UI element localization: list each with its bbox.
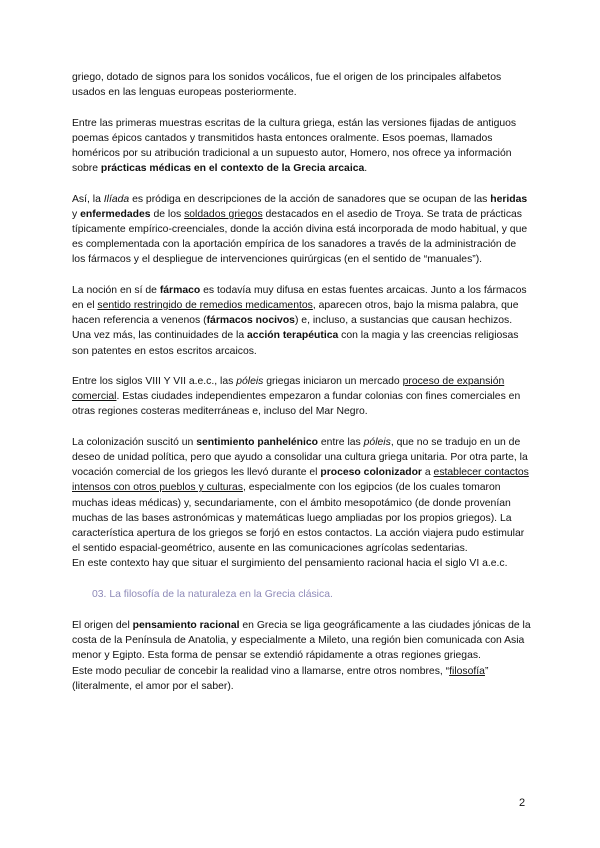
underlined-text: filosofía xyxy=(449,665,485,677)
bold-text: pensamiento racional xyxy=(132,620,240,632)
text: a xyxy=(421,467,434,479)
bold-text: fármaco xyxy=(159,284,201,296)
text: entre las xyxy=(318,436,364,448)
text: es todavía muy difusa en estas fuentes arcaicas. Junto a los fármacos en el xyxy=(72,284,527,311)
italic-text: Ilíada xyxy=(103,193,130,205)
text: Entre las primeras muestras escritas de la cultura griega, están las versiones fijadas de antiguos poemas épicos cantados y transmitidos hasta entonces oralmente. Esos poemas, llamados homéricos por su atribución tradicional a un supuesto autor, Homero, nos ofrece ya información sobre xyxy=(72,117,517,175)
underlined-text: proceso de expansión comercial xyxy=(72,376,505,403)
section-heading: 03. La filosofía de la naturaleza en la Grecia clásica. xyxy=(92,588,333,600)
paragraph-homeric-poems xyxy=(72,116,532,177)
italic-text: póleis xyxy=(236,376,264,387)
bold-text: fármacos nocivos xyxy=(206,315,295,327)
text: Así, la xyxy=(72,193,104,205)
paragraph-farmaco xyxy=(72,283,532,359)
text: griegas iniciaron un mercado xyxy=(263,376,403,387)
bold-text: acción terapéutica xyxy=(247,330,339,342)
underlined-text: sentido restringido de remedios medicamentos xyxy=(97,300,313,311)
paragraph-rational-thought-origin xyxy=(72,618,532,664)
bold-text: proceso colonizador xyxy=(320,467,422,479)
paragraph-commercial-expansion xyxy=(72,374,532,420)
bold-text: prácticas médicas en el contexto de la Grecia arcaica xyxy=(100,163,365,175)
text: con la magia y las creencias religiosas son patentes en estos escritos arcaicos. xyxy=(72,330,519,357)
bold-text: sentimiento panhelénico xyxy=(196,436,319,448)
bold-text: heridas xyxy=(490,193,528,205)
paragraph-rational-thought-context xyxy=(72,556,532,571)
text: , especialmente con los egipcios (de los cuales tomaron muchas ideas médicas) y, secundariamente, con el ámbito mesopotámico (de donde provenían muchas de las bases astronómicas y matemáticas luego ampliadas por los propios griegos). La característica apertura de los griegos se forjó en estos contactos. La acción viajera pudo estimular el sentido espacial-geométrico, ausente en las comunicaciones agrícolas sedentarias. xyxy=(72,482,525,555)
text: griego, dotado de signos para los sonidos vocálicos, fue el origen de los principales alfabetos usados en las lenguas europeas posteriormente. xyxy=(72,72,502,99)
text: , que no se tradujo en un de deseo de unidad política, pero que ayudo a consolidar una cultura griega unitaria. Por otra parte, la vocación comercial de los griegos les llevó durante el xyxy=(72,436,528,479)
page-number: 2 xyxy=(519,797,526,809)
text: destacados en el asedio de Troya. Se trata de prácticas típicamente empírico-creenciales, donde la acción divina está incorporada de modo habitual, y que es complementada con la aportación empírica de los sanadores a través de la administración de los fármacos y el despliegue de intervenciones quirúrgicas (en el sentido de “manuales”). xyxy=(72,208,528,266)
text: Entre los siglos VIII Y VII a.e.c., las xyxy=(72,376,237,387)
text: ” (literalmente, el amor por el saber). xyxy=(72,665,489,692)
document-page xyxy=(72,70,532,694)
text: y xyxy=(72,208,81,220)
underlined-text: establecer contactos intensos con otros pueblos y culturas xyxy=(72,467,529,494)
text: es pródiga en descripciones de la acción de sanadores que se ocupan de las xyxy=(129,193,491,205)
text: de los xyxy=(150,208,185,220)
text: . Estas ciudades independientes empezaron a fundar colonias con fines comerciales en otras regiones costeras mediterráneas e, incluso del Mar Negro. xyxy=(72,391,521,418)
text: en Grecia se liga geográficamente a las ciudades jónicas de la costa de la Península de Anatolia, y especialmente a Mileto, una región bien comunicada con Asia menor y Egipto. Esta forma de pensar se extendió rápidamente a otras regiones griegas. xyxy=(72,620,531,662)
italic-text: póleis xyxy=(363,436,391,448)
text: El origen del xyxy=(72,620,133,632)
underlined-text: soldados griegos xyxy=(184,208,263,220)
text: Este modo peculiar de concebir la realidad vino a llamarse, entre otros nombres, “ xyxy=(72,665,450,677)
text: , aparecen otros, bajo la misma palabra, que hacen referencia a venenos ( xyxy=(72,300,519,327)
text: La colonización suscitó un xyxy=(72,436,197,448)
text: ) e, incluso, a sustancias que causan hechizos. Una vez más, las continuidades de la xyxy=(72,315,513,342)
text: . xyxy=(364,163,368,175)
text: La noción en sí de xyxy=(72,284,160,296)
paragraph-alphabet xyxy=(72,70,532,100)
bold-text: enfermedades xyxy=(80,208,151,220)
text: En este contexto hay que situar el surgimiento del pensamiento racional hacia el siglo VI a.e.c. xyxy=(72,558,508,570)
paragraph-iliad xyxy=(72,192,532,268)
paragraph-philosophy xyxy=(72,664,532,694)
paragraph-colonization xyxy=(72,435,532,557)
